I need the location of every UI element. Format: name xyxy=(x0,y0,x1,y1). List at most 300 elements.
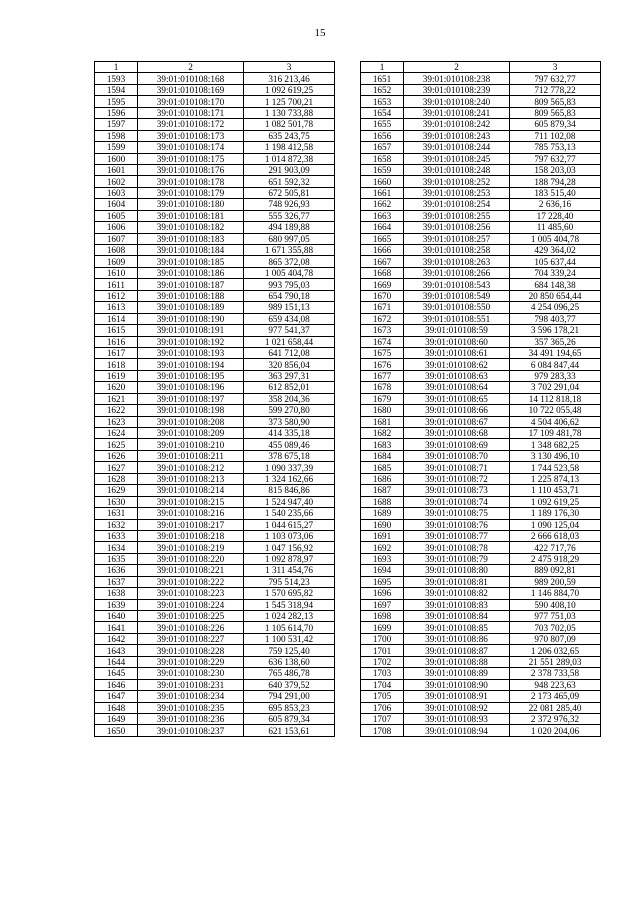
value-cell: 798 403,77 xyxy=(510,313,601,324)
value-cell: 3 596 178,21 xyxy=(510,325,601,336)
table-row xyxy=(361,290,601,301)
table-row xyxy=(361,679,601,690)
value-cell: 1 024 282,13 xyxy=(244,611,335,622)
cadastral-number-cell: 39:01:010108:79 xyxy=(404,553,510,564)
value-cell: 621 153,61 xyxy=(244,725,335,736)
row-number-cell: 1612 xyxy=(95,290,138,301)
table-row xyxy=(95,279,335,290)
cadastral-number-cell: 39:01:010108:171 xyxy=(138,107,244,118)
table-row xyxy=(361,279,601,290)
table-row xyxy=(95,176,335,187)
cadastral-number-cell: 39:01:010108:254 xyxy=(404,199,510,210)
table-row xyxy=(361,187,601,198)
cadastral-number-cell: 39:01:010108:176 xyxy=(138,164,244,175)
value-cell: 695 853,23 xyxy=(244,702,335,713)
row-number-cell: 1599 xyxy=(95,142,138,153)
row-number-cell: 1657 xyxy=(361,142,404,153)
cadastral-number-cell: 39:01:010108:87 xyxy=(404,645,510,656)
table-row xyxy=(361,702,601,713)
table-row xyxy=(95,245,335,256)
cadastral-number-cell: 39:01:010108:245 xyxy=(404,153,510,164)
value-cell: 590 408,10 xyxy=(510,599,601,610)
cadastral-number-cell: 39:01:010108:83 xyxy=(404,599,510,610)
value-cell: 785 753,13 xyxy=(510,142,601,153)
row-number-cell: 1597 xyxy=(95,119,138,130)
row-number-cell: 1625 xyxy=(95,439,138,450)
row-number-cell: 1651 xyxy=(361,73,404,84)
cadastral-number-cell: 39:01:010108:252 xyxy=(404,176,510,187)
row-number-cell: 1656 xyxy=(361,130,404,141)
value-cell: 17 228,40 xyxy=(510,210,601,221)
table-row xyxy=(95,313,335,324)
value-cell: 1 105 614,70 xyxy=(244,622,335,633)
value-cell: 14 112 818,18 xyxy=(510,393,601,404)
table-row xyxy=(95,702,335,713)
row-number-cell: 1672 xyxy=(361,313,404,324)
value-cell: 640 379,52 xyxy=(244,679,335,690)
table-row xyxy=(95,84,335,95)
row-number-cell: 1601 xyxy=(95,164,138,175)
value-cell: 10 722 055,48 xyxy=(510,405,601,416)
row-number-cell: 1646 xyxy=(95,679,138,690)
cadastral-number-cell: 39:01:010108:219 xyxy=(138,542,244,553)
row-number-cell: 1610 xyxy=(95,267,138,278)
table-row xyxy=(361,473,601,484)
row-number-cell: 1647 xyxy=(95,691,138,702)
value-cell: 1 005 404,78 xyxy=(510,233,601,244)
cadastral-number-cell: 39:01:010108:190 xyxy=(138,313,244,324)
cadastral-number-cell: 39:01:010108:216 xyxy=(138,508,244,519)
table-row xyxy=(361,496,601,507)
value-cell: 20 850 654,44 xyxy=(510,290,601,301)
table-row xyxy=(95,668,335,679)
value-cell: 1 044 615,27 xyxy=(244,519,335,530)
row-number-cell: 1595 xyxy=(95,96,138,107)
row-number-cell: 1701 xyxy=(361,645,404,656)
table-row xyxy=(95,599,335,610)
table-row xyxy=(95,588,335,599)
cadastral-number-cell: 39:01:010108:243 xyxy=(404,130,510,141)
table-row xyxy=(361,485,601,496)
column-header-cell: 2 xyxy=(138,62,244,73)
row-number-cell: 1681 xyxy=(361,416,404,427)
value-cell: 21 551 289,03 xyxy=(510,656,601,667)
row-number-cell: 1695 xyxy=(361,576,404,587)
value-cell: 320 856,04 xyxy=(244,359,335,370)
value-cell: 2 378 733,58 xyxy=(510,668,601,679)
row-number-cell: 1694 xyxy=(361,565,404,576)
table-row xyxy=(361,302,601,313)
row-number-cell: 1641 xyxy=(95,622,138,633)
value-cell: 373 580,90 xyxy=(244,416,335,427)
table-row xyxy=(361,553,601,564)
value-cell: 1 744 523,58 xyxy=(510,462,601,473)
row-number-cell: 1629 xyxy=(95,485,138,496)
row-number-cell: 1598 xyxy=(95,130,138,141)
row-number-cell: 1673 xyxy=(361,325,404,336)
table-row xyxy=(95,164,335,175)
value-cell: 357 365,26 xyxy=(510,336,601,347)
cadastral-number-cell: 39:01:010108:73 xyxy=(404,485,510,496)
row-number-cell: 1692 xyxy=(361,542,404,553)
row-number-cell: 1623 xyxy=(95,416,138,427)
cadastral-number-cell: 39:01:010108:175 xyxy=(138,153,244,164)
cadastral-number-cell: 39:01:010108:67 xyxy=(404,416,510,427)
value-cell: 1 189 176,30 xyxy=(510,508,601,519)
table-row xyxy=(361,176,601,187)
table-row xyxy=(95,611,335,622)
table-row xyxy=(95,450,335,461)
row-number-cell: 1644 xyxy=(95,656,138,667)
cadastral-number-cell: 39:01:010108:90 xyxy=(404,679,510,690)
row-number-cell: 1632 xyxy=(95,519,138,530)
row-number-cell: 1665 xyxy=(361,233,404,244)
row-number-cell: 1650 xyxy=(95,725,138,736)
value-cell: 1 198 412,58 xyxy=(244,142,335,153)
value-cell: 759 125,40 xyxy=(244,645,335,656)
value-cell: 1 014 872,38 xyxy=(244,153,335,164)
table-row xyxy=(95,645,335,656)
table-row xyxy=(95,336,335,347)
row-number-cell: 1667 xyxy=(361,256,404,267)
value-cell: 291 903,09 xyxy=(244,164,335,175)
row-number-cell: 1594 xyxy=(95,84,138,95)
table-row xyxy=(95,96,335,107)
table-row xyxy=(361,370,601,381)
row-number-cell: 1683 xyxy=(361,439,404,450)
cadastral-number-cell: 39:01:010108:263 xyxy=(404,256,510,267)
row-number-cell: 1642 xyxy=(95,633,138,644)
table-row xyxy=(95,210,335,221)
value-cell: 34 491 194,65 xyxy=(510,347,601,358)
value-cell: 1 125 700,21 xyxy=(244,96,335,107)
cadastral-number-cell: 39:01:010108:214 xyxy=(138,485,244,496)
cadastral-number-cell: 39:01:010108:213 xyxy=(138,473,244,484)
value-cell: 2 666 618,03 xyxy=(510,530,601,541)
cadastral-number-cell: 39:01:010108:66 xyxy=(404,405,510,416)
cadastral-number-cell: 39:01:010108:183 xyxy=(138,233,244,244)
row-number-cell: 1633 xyxy=(95,530,138,541)
table-row xyxy=(361,519,601,530)
cadastral-number-cell: 39:01:010108:169 xyxy=(138,84,244,95)
value-cell: 672 505,81 xyxy=(244,187,335,198)
row-number-cell: 1622 xyxy=(95,405,138,416)
cadastral-number-cell: 39:01:010108:225 xyxy=(138,611,244,622)
cadastral-number-cell: 39:01:010108:194 xyxy=(138,359,244,370)
table-row xyxy=(361,382,601,393)
value-cell: 794 291,00 xyxy=(244,691,335,702)
row-number-cell: 1680 xyxy=(361,405,404,416)
cadastral-number-cell: 39:01:010108:266 xyxy=(404,267,510,278)
table-row xyxy=(361,599,601,610)
value-cell: 865 372,08 xyxy=(244,256,335,267)
cadastral-number-cell: 39:01:010108:228 xyxy=(138,645,244,656)
cadastral-number-cell: 39:01:010108:234 xyxy=(138,691,244,702)
cadastral-number-cell: 39:01:010108:237 xyxy=(138,725,244,736)
cadastral-number-cell: 39:01:010108:236 xyxy=(138,713,244,724)
value-cell: 1 092 619,25 xyxy=(510,496,601,507)
cadastral-number-cell: 39:01:010108:195 xyxy=(138,370,244,381)
row-number-cell: 1702 xyxy=(361,656,404,667)
value-cell: 989 151,13 xyxy=(244,302,335,313)
row-number-cell: 1639 xyxy=(95,599,138,610)
cadastral-number-cell: 39:01:010108:248 xyxy=(404,164,510,175)
row-number-cell: 1596 xyxy=(95,107,138,118)
cadastral-number-cell: 39:01:010108:550 xyxy=(404,302,510,313)
row-number-cell: 1616 xyxy=(95,336,138,347)
row-number-cell: 1648 xyxy=(95,702,138,713)
value-cell: 1 540 235,66 xyxy=(244,508,335,519)
cadastral-number-cell: 39:01:010108:258 xyxy=(404,245,510,256)
cadastral-number-cell: 39:01:010108:61 xyxy=(404,347,510,358)
row-number-cell: 1682 xyxy=(361,428,404,439)
cadastral-number-cell: 39:01:010108:255 xyxy=(404,210,510,221)
table-row xyxy=(95,553,335,564)
cadastral-number-cell: 39:01:010108:224 xyxy=(138,599,244,610)
row-number-cell: 1637 xyxy=(95,576,138,587)
table-row xyxy=(95,347,335,358)
value-cell: 4 254 096,25 xyxy=(510,302,601,313)
value-cell: 414 335,18 xyxy=(244,428,335,439)
row-number-cell: 1627 xyxy=(95,462,138,473)
table-row xyxy=(361,622,601,633)
cadastral-number-cell: 39:01:010108:239 xyxy=(404,84,510,95)
row-number-cell: 1626 xyxy=(95,450,138,461)
table-row xyxy=(361,462,601,473)
value-cell: 6 084 847,44 xyxy=(510,359,601,370)
value-cell: 948 223,63 xyxy=(510,679,601,690)
cadastral-number-cell: 39:01:010108:74 xyxy=(404,496,510,507)
cadastral-number-cell: 39:01:010108:178 xyxy=(138,176,244,187)
row-number-cell: 1676 xyxy=(361,359,404,370)
cadastral-number-cell: 39:01:010108:89 xyxy=(404,668,510,679)
value-cell: 2 475 918,29 xyxy=(510,553,601,564)
table-row xyxy=(361,450,601,461)
table-row xyxy=(361,645,601,656)
table-row xyxy=(361,233,601,244)
cadastral-number-cell: 39:01:010108:92 xyxy=(404,702,510,713)
table-row xyxy=(95,485,335,496)
table-row xyxy=(361,336,601,347)
table-row xyxy=(361,633,601,644)
row-number-cell: 1645 xyxy=(95,668,138,679)
row-number-cell: 1600 xyxy=(95,153,138,164)
row-number-cell: 1604 xyxy=(95,199,138,210)
cadastral-number-cell: 39:01:010108:229 xyxy=(138,656,244,667)
table-row xyxy=(95,519,335,530)
value-cell: 1 206 032,65 xyxy=(510,645,601,656)
cadastral-number-cell: 39:01:010108:68 xyxy=(404,428,510,439)
value-cell: 1 110 453,71 xyxy=(510,485,601,496)
row-number-cell: 1655 xyxy=(361,119,404,130)
row-number-cell: 1607 xyxy=(95,233,138,244)
cadastral-number-cell: 39:01:010108:221 xyxy=(138,565,244,576)
table-row xyxy=(95,473,335,484)
value-cell: 654 790,18 xyxy=(244,290,335,301)
row-number-cell: 1660 xyxy=(361,176,404,187)
value-cell: 712 778,22 xyxy=(510,84,601,95)
cadastral-number-cell: 39:01:010108:179 xyxy=(138,187,244,198)
cadastral-number-cell: 39:01:010108:69 xyxy=(404,439,510,450)
value-cell: 684 148,38 xyxy=(510,279,601,290)
value-cell: 1 570 695,82 xyxy=(244,588,335,599)
cadastral-number-cell: 39:01:010108:170 xyxy=(138,96,244,107)
table-row xyxy=(95,119,335,130)
table-row xyxy=(95,370,335,381)
table-row xyxy=(95,290,335,301)
row-number-cell: 1684 xyxy=(361,450,404,461)
page-number: 15 xyxy=(314,27,326,39)
row-number-cell: 1602 xyxy=(95,176,138,187)
table-row xyxy=(361,439,601,450)
row-number-cell: 1620 xyxy=(95,382,138,393)
row-number-cell: 1678 xyxy=(361,382,404,393)
row-number-cell: 1671 xyxy=(361,302,404,313)
column-header-row xyxy=(361,62,601,73)
row-number-cell: 1593 xyxy=(95,73,138,84)
table-row xyxy=(95,256,335,267)
column-header-cell: 3 xyxy=(244,62,335,73)
cadastral-number-cell: 39:01:010108:70 xyxy=(404,450,510,461)
value-cell: 635 243,75 xyxy=(244,130,335,141)
table-row xyxy=(361,611,601,622)
value-cell: 711 102,08 xyxy=(510,130,601,141)
cadastral-number-cell: 39:01:010108:181 xyxy=(138,210,244,221)
value-cell: 1 311 454,76 xyxy=(244,565,335,576)
cadastral-number-cell: 39:01:010108:80 xyxy=(404,565,510,576)
table-row xyxy=(95,267,335,278)
cadastral-number-cell: 39:01:010108:59 xyxy=(404,325,510,336)
value-cell: 889 092,81 xyxy=(510,565,601,576)
value-cell: 11 485,60 xyxy=(510,222,601,233)
value-cell: 680 997,05 xyxy=(244,233,335,244)
row-number-cell: 1608 xyxy=(95,245,138,256)
value-cell: 455 089,46 xyxy=(244,439,335,450)
value-cell: 4 504 406,62 xyxy=(510,416,601,427)
row-number-cell: 1615 xyxy=(95,325,138,336)
value-cell: 1 047 156,92 xyxy=(244,542,335,553)
table-row xyxy=(95,107,335,118)
table-row xyxy=(361,210,601,221)
row-number-cell: 1666 xyxy=(361,245,404,256)
table-row xyxy=(361,245,601,256)
value-cell: 993 795,03 xyxy=(244,279,335,290)
cadastral-number-cell: 39:01:010108:198 xyxy=(138,405,244,416)
row-number-cell: 1689 xyxy=(361,508,404,519)
cadastral-number-cell: 39:01:010108:64 xyxy=(404,382,510,393)
value-cell: 605 879,34 xyxy=(244,713,335,724)
table-row xyxy=(95,199,335,210)
table-row xyxy=(361,153,601,164)
row-number-cell: 1654 xyxy=(361,107,404,118)
cadastral-table-left xyxy=(94,61,335,737)
cadastral-table-right xyxy=(360,61,601,737)
table-row xyxy=(95,530,335,541)
row-number-cell: 1675 xyxy=(361,347,404,358)
value-cell: 429 364,02 xyxy=(510,245,601,256)
table-row xyxy=(361,199,601,210)
cadastral-number-cell: 39:01:010108:209 xyxy=(138,428,244,439)
table-row xyxy=(361,84,601,95)
value-cell: 105 637,44 xyxy=(510,256,601,267)
cadastral-number-cell: 39:01:010108:241 xyxy=(404,107,510,118)
column-header-cell: 3 xyxy=(510,62,601,73)
value-cell: 2 372 976,32 xyxy=(510,713,601,724)
table-row xyxy=(95,325,335,336)
row-number-cell: 1679 xyxy=(361,393,404,404)
cadastral-number-cell: 39:01:010108:86 xyxy=(404,633,510,644)
row-number-cell: 1707 xyxy=(361,713,404,724)
cadastral-number-cell: 39:01:010108:193 xyxy=(138,347,244,358)
row-number-cell: 1630 xyxy=(95,496,138,507)
cadastral-number-cell: 39:01:010108:240 xyxy=(404,96,510,107)
table-row xyxy=(361,656,601,667)
row-number-cell: 1663 xyxy=(361,210,404,221)
table-row xyxy=(361,325,601,336)
value-cell: 358 204,36 xyxy=(244,393,335,404)
cadastral-number-cell: 39:01:010108:215 xyxy=(138,496,244,507)
cadastral-number-cell: 39:01:010108:76 xyxy=(404,519,510,530)
cadastral-number-cell: 39:01:010108:230 xyxy=(138,668,244,679)
cadastral-number-cell: 39:01:010108:180 xyxy=(138,199,244,210)
value-cell: 1 671 355,88 xyxy=(244,245,335,256)
table-row xyxy=(361,588,601,599)
table-row xyxy=(95,130,335,141)
cadastral-number-cell: 39:01:010108:210 xyxy=(138,439,244,450)
value-cell: 704 339,24 xyxy=(510,267,601,278)
row-number-cell: 1686 xyxy=(361,473,404,484)
value-cell: 1 545 318,94 xyxy=(244,599,335,610)
cadastral-number-cell: 39:01:010108:256 xyxy=(404,222,510,233)
cadastral-number-cell: 39:01:010108:168 xyxy=(138,73,244,84)
value-cell: 651 592,32 xyxy=(244,176,335,187)
table-row xyxy=(361,73,601,84)
table-row xyxy=(361,542,601,553)
table-row xyxy=(361,530,601,541)
cadastral-number-cell: 39:01:010108:211 xyxy=(138,450,244,461)
table-row xyxy=(361,691,601,702)
cadastral-number-cell: 39:01:010108:218 xyxy=(138,530,244,541)
cadastral-number-cell: 39:01:010108:217 xyxy=(138,519,244,530)
cadastral-number-cell: 39:01:010108:543 xyxy=(404,279,510,290)
value-cell: 1 524 947,40 xyxy=(244,496,335,507)
value-cell: 2 173 465,09 xyxy=(510,691,601,702)
table-row xyxy=(95,405,335,416)
row-number-cell: 1670 xyxy=(361,290,404,301)
row-number-cell: 1611 xyxy=(95,279,138,290)
value-cell: 1 090 125,04 xyxy=(510,519,601,530)
row-number-cell: 1621 xyxy=(95,393,138,404)
value-cell: 1 348 682,25 xyxy=(510,439,601,450)
cadastral-number-cell: 39:01:010108:244 xyxy=(404,142,510,153)
row-number-cell: 1697 xyxy=(361,599,404,610)
row-number-cell: 1658 xyxy=(361,153,404,164)
cadastral-number-cell: 39:01:010108:174 xyxy=(138,142,244,153)
cadastral-number-cell: 39:01:010108:222 xyxy=(138,576,244,587)
row-number-cell: 1609 xyxy=(95,256,138,267)
cadastral-number-cell: 39:01:010108:88 xyxy=(404,656,510,667)
value-cell: 188 794,28 xyxy=(510,176,601,187)
cadastral-number-cell: 39:01:010108:197 xyxy=(138,393,244,404)
value-cell: 765 486,78 xyxy=(244,668,335,679)
column-header-cell: 1 xyxy=(361,62,404,73)
table-row xyxy=(95,73,335,84)
table-row xyxy=(95,416,335,427)
table-row xyxy=(361,267,601,278)
cadastral-number-cell: 39:01:010108:551 xyxy=(404,313,510,324)
cadastral-number-cell: 39:01:010108:220 xyxy=(138,553,244,564)
column-header-cell: 1 xyxy=(95,62,138,73)
